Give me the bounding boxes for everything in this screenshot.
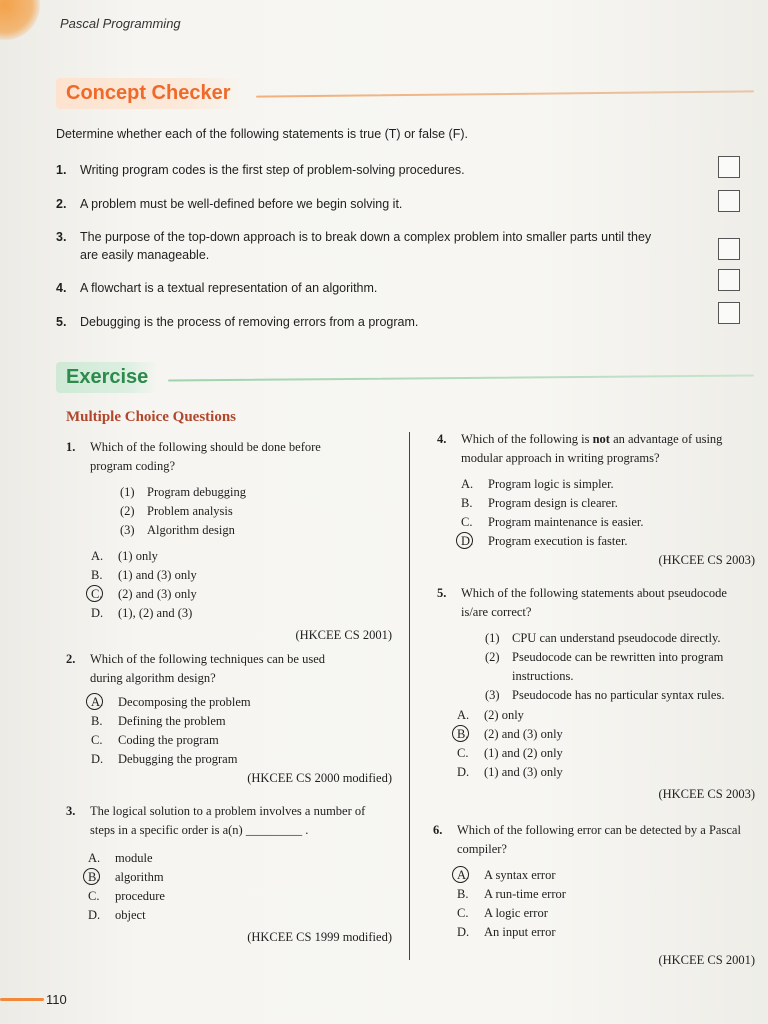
option-c[interactable] <box>88 887 392 906</box>
concept-item-number: 2. <box>56 197 67 211</box>
statement <box>120 521 392 540</box>
concept-checker-heading: Concept Checker <box>56 78 241 109</box>
option-letter: A. <box>457 868 470 882</box>
statement-number: (1) <box>120 485 135 499</box>
option-letter: C. <box>457 746 469 760</box>
question-number: 1. <box>66 440 76 454</box>
statement-text: Algorithm design <box>147 523 235 537</box>
option-text: (1) only <box>118 549 158 563</box>
answer-box[interactable] <box>718 190 740 212</box>
question-2 <box>66 650 392 788</box>
option-b[interactable] <box>91 566 392 585</box>
concept-item-number: 3. <box>56 230 67 244</box>
option-a[interactable] <box>91 547 392 566</box>
statement-number: (3) <box>120 523 135 537</box>
option-letter: B. <box>457 727 469 741</box>
corner-decoration <box>0 0 40 40</box>
answer-circle-mark <box>86 693 103 710</box>
answer-circle-mark <box>456 532 473 549</box>
question-source: (HKCEE CS 2001) <box>658 953 755 967</box>
question-text: The logical solution to a problem involves a number of steps in a specific order is a(n) _________ . <box>90 804 366 837</box>
option-letter: A. <box>91 695 104 709</box>
option-letter: B. <box>91 568 103 582</box>
option-text: Coding the program <box>118 733 219 747</box>
answer-box[interactable] <box>718 156 740 178</box>
statement-text: CPU can understand pseudocode directly. <box>512 631 721 645</box>
option-text: (1) and (2) only <box>484 746 563 760</box>
concept-item <box>56 313 696 331</box>
statement <box>485 629 755 648</box>
concept-item <box>56 228 666 264</box>
question-4 <box>437 430 755 570</box>
page-number-swoosh <box>0 998 44 1001</box>
option-d[interactable] <box>461 532 755 551</box>
option-a[interactable] <box>457 706 755 725</box>
option-letter: C. <box>88 889 100 903</box>
question-text-part: Which of the following is <box>461 432 593 446</box>
option-c[interactable] <box>91 585 392 604</box>
concept-item-text: A problem must be well-defined before we begin solving it. <box>80 197 403 211</box>
page-number: 110 <box>46 992 67 1007</box>
statement <box>120 483 392 502</box>
question-source: (HKCEE CS 2003) <box>658 787 755 801</box>
option-letter: B. <box>88 870 100 884</box>
statement <box>120 502 392 521</box>
option-letter: A. <box>91 549 104 563</box>
option-text: A syntax error <box>484 868 556 882</box>
option-text: (1) and (3) only <box>118 568 197 582</box>
option-letter: D. <box>88 908 101 922</box>
option-c[interactable] <box>457 904 755 923</box>
banner-rule <box>168 374 754 381</box>
concept-item-text: The purpose of the top-down approach is to break down a complex problem into smaller parts until they are easily manageable. <box>80 230 652 262</box>
option-b[interactable] <box>461 494 755 513</box>
question-source: (HKCEE CS 1999 modified) <box>247 930 392 944</box>
banner-rule <box>256 90 754 97</box>
question-text-part: an advantage of using modular approach in writing programs? <box>461 432 723 465</box>
question-5 <box>437 584 755 804</box>
answer-circle-mark <box>83 868 100 885</box>
answer-circle-mark <box>86 585 103 602</box>
concept-item <box>56 161 696 179</box>
option-letter: B. <box>461 496 473 510</box>
option-a[interactable] <box>91 693 392 712</box>
option-d[interactable] <box>91 604 392 623</box>
option-a[interactable] <box>461 475 755 494</box>
question-text: Which of the following error can be detected by a Pascal compiler? <box>457 823 741 856</box>
option-letter: C. <box>91 733 103 747</box>
option-b[interactable] <box>457 725 755 744</box>
concept-item-number: 4. <box>56 281 67 295</box>
option-c[interactable] <box>461 513 755 532</box>
answer-box[interactable] <box>718 238 740 260</box>
option-d[interactable] <box>91 750 392 769</box>
option-text: object <box>115 908 146 922</box>
option-a[interactable] <box>88 849 392 868</box>
option-text: (2) and (3) only <box>484 727 563 741</box>
statement-text: Pseudocode has no particular syntax rules. <box>512 688 725 702</box>
concept-item-number: 5. <box>56 315 67 329</box>
column-divider <box>409 432 410 960</box>
exercise-banner <box>56 362 754 392</box>
option-text: Program design is clearer. <box>488 496 618 510</box>
question-number: 3. <box>66 804 76 818</box>
option-text: (1) and (3) only <box>484 765 563 779</box>
question-source: (HKCEE CS 2000 modified) <box>247 771 392 785</box>
option-text: Program logic is simpler. <box>488 477 614 491</box>
option-text: A logic error <box>484 906 548 920</box>
concept-item-text: A flowchart is a textual representation of an algorithm. <box>80 281 378 295</box>
statement <box>485 686 755 705</box>
option-a[interactable] <box>457 866 755 885</box>
question-3 <box>66 802 392 947</box>
concept-item-text: Debugging is the process of removing errors from a program. <box>80 315 419 329</box>
option-b[interactable] <box>91 712 392 731</box>
question-text: Which of the following statements about pseudocode is/are correct? <box>461 586 727 619</box>
option-text: Debugging the program <box>118 752 238 766</box>
concept-checker-instruction: Determine whether each of the following statements is true (T) or false (F). <box>56 127 468 141</box>
concept-item-number: 1. <box>56 163 67 177</box>
question-number: 5. <box>437 586 447 600</box>
option-text: Decomposing the problem <box>118 695 251 709</box>
statement-text: Program debugging <box>147 485 246 499</box>
option-text: Program execution is faster. <box>488 534 628 548</box>
option-letter: A. <box>457 708 470 722</box>
option-b[interactable] <box>88 868 392 887</box>
concept-checker-banner <box>56 78 754 108</box>
question-text <box>461 430 755 468</box>
option-text: algorithm <box>115 870 164 884</box>
option-letter: D. <box>91 606 104 620</box>
exercise-heading: Exercise <box>56 362 158 393</box>
option-d[interactable] <box>88 906 392 925</box>
concept-item <box>56 279 696 297</box>
running-header: Pascal Programming <box>60 16 181 31</box>
question-source: (HKCEE CS 2003) <box>658 553 755 567</box>
answer-circle-mark <box>452 725 469 742</box>
option-letter: C. <box>461 515 473 529</box>
mcq-heading: Multiple Choice Questions <box>66 409 237 425</box>
statement-number: (2) <box>485 650 500 664</box>
option-letter: A. <box>88 851 101 865</box>
option-text: procedure <box>115 889 165 903</box>
question-emphasis: not <box>592 432 610 446</box>
question-text: Which of the following techniques can be used during algorithm design? <box>90 652 325 685</box>
option-letter: D. <box>457 925 470 939</box>
option-text: (1), (2) and (3) <box>118 606 193 620</box>
option-text: An input error <box>484 925 556 939</box>
option-letter: C. <box>91 587 103 601</box>
option-d[interactable] <box>457 763 755 782</box>
option-b[interactable] <box>457 885 755 904</box>
concept-item-text: Writing program codes is the first step of problem-solving procedures. <box>80 163 465 177</box>
option-text: module <box>115 851 153 865</box>
option-text: A run-time error <box>484 887 566 901</box>
question-1 <box>66 438 392 645</box>
question-text: Which of the following should be done before program coding? <box>90 440 321 473</box>
option-letter: D. <box>461 534 474 548</box>
statement-text: Pseudocode can be rewritten into program instructions. <box>512 650 724 683</box>
question-6 <box>433 821 755 970</box>
question-number: 6. <box>433 823 443 837</box>
option-d[interactable] <box>457 923 755 942</box>
concept-item <box>56 195 696 213</box>
statement-number: (1) <box>485 631 500 645</box>
option-c[interactable] <box>457 744 755 763</box>
statement <box>485 648 755 686</box>
answer-circle-mark <box>452 866 469 883</box>
option-letter: B. <box>457 887 469 901</box>
question-number: 2. <box>66 652 76 666</box>
option-letter: A. <box>461 477 474 491</box>
option-letter: D. <box>457 765 470 779</box>
option-letter: C. <box>457 906 469 920</box>
question-source: (HKCEE CS 2001) <box>295 628 392 642</box>
option-text: Program maintenance is easier. <box>488 515 644 529</box>
option-letter: D. <box>91 752 104 766</box>
option-text: (2) only <box>484 708 524 722</box>
statement-number: (3) <box>485 688 500 702</box>
statement-number: (2) <box>120 504 135 518</box>
option-text: Defining the problem <box>118 714 226 728</box>
question-number: 4. <box>437 432 447 446</box>
statement-text: Problem analysis <box>147 504 233 518</box>
answer-box[interactable] <box>718 302 740 324</box>
option-letter: B. <box>91 714 103 728</box>
option-text: (2) and (3) only <box>118 587 197 601</box>
answer-box[interactable] <box>718 269 740 291</box>
option-c[interactable] <box>91 731 392 750</box>
